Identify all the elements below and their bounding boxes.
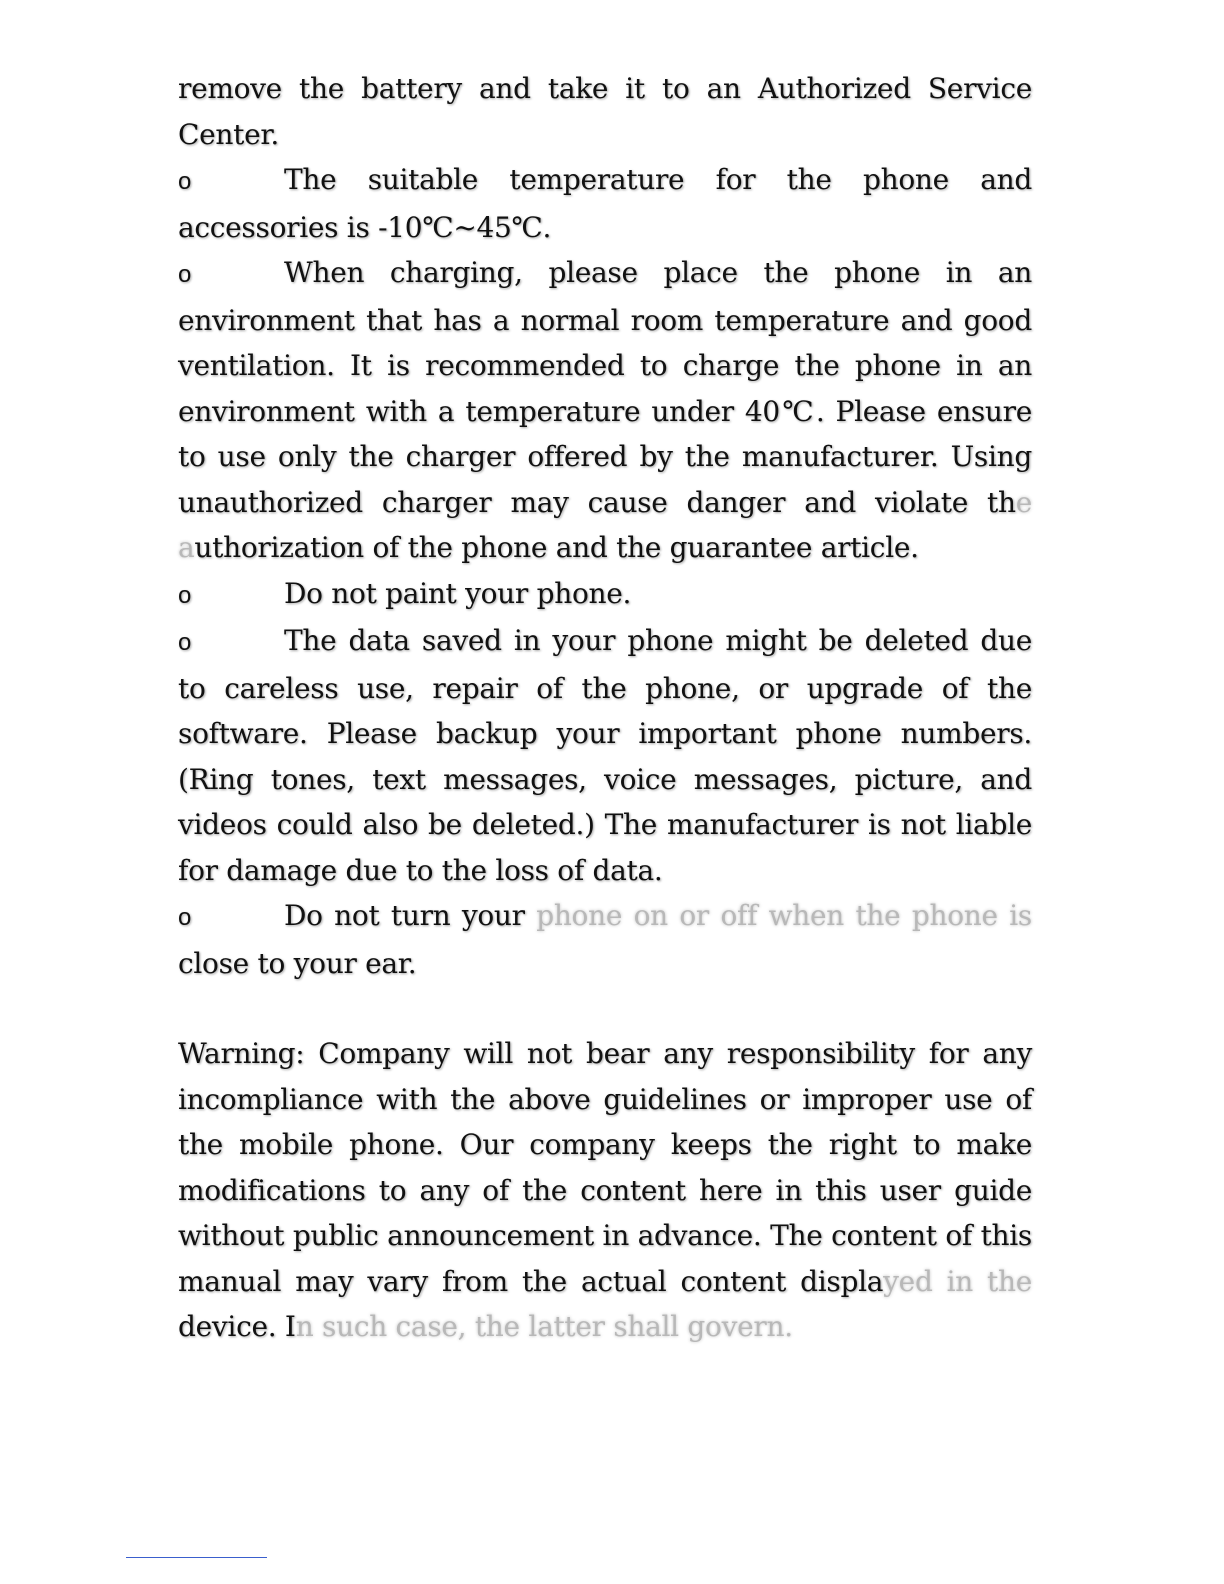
bullet-icon: o [178,904,192,931]
warning-text: Warning: Company will not bear any responsibility for any incompliance with the above guidelines or improper use of the mobile phone. Our company keeps the right to make modifications to any of the content here in this user guide without public announcement in advance. The content of this manual may vary from the actual content displa [178,1037,1032,1298]
bullet-text-faded: a [178,531,195,564]
bullet-text: The suitable temperature for the phone and accessories is -10℃~45℃. [178,163,1032,244]
bullet-text: The data saved in your phone might be deleted due to careless use, repair of the phone, or upgrade of the software. Please backup your important phone numbers. (Ring tones, text messages, voice messages, picture, and videos could also be deleted.) The manufacturer is not liable for damage due to the loss of data. [178,624,1032,887]
bullet-icon: o [178,581,192,609]
warning-paragraph [178,1031,1032,1350]
bullet-text-tail: close to your ear. [178,946,417,980]
bullet-text-faded: phone on or off when the phone is [536,899,1032,932]
bullet-item-charging [178,250,1032,571]
bullet-text: Do not paint your phone. [284,576,632,610]
warning-text-faded: n such case, the latter shall govern. [295,1310,793,1343]
bullet-icon: o [178,629,192,656]
warning-text-mid: device. I [178,1310,296,1343]
bullet-icon: o [178,261,192,288]
bullet-icon: o [178,168,192,195]
bullet-text-tail: uthorization of the phone and the guarantee article. [194,531,919,564]
bullet-text-faded: e [1015,485,1032,519]
document-page [178,66,1032,1350]
bullet-item-data [178,618,1032,893]
warning-text-faded: yed in the [883,1264,1032,1298]
bullet-text: Do not turn your [284,899,537,932]
intro-line: remove the battery and take it to an Authorized Service Center. [178,72,1032,151]
bullet-item-temperature [178,157,1032,250]
footnote-divider [126,1557,267,1558]
paragraph-spacer [178,986,1032,1031]
bullet-text: When charging, please place the phone in an environment that has a normal room temperature and good ventilation. It is recommended to charge the phone in an environment with a temperature under 40℃. Please ensure to use only the charger offered by the manufacturer. Using unauthorized charger may cause danger and violate th [178,256,1032,519]
bullet-item-ear [178,893,1032,986]
bullet-item-paint [178,571,1032,619]
